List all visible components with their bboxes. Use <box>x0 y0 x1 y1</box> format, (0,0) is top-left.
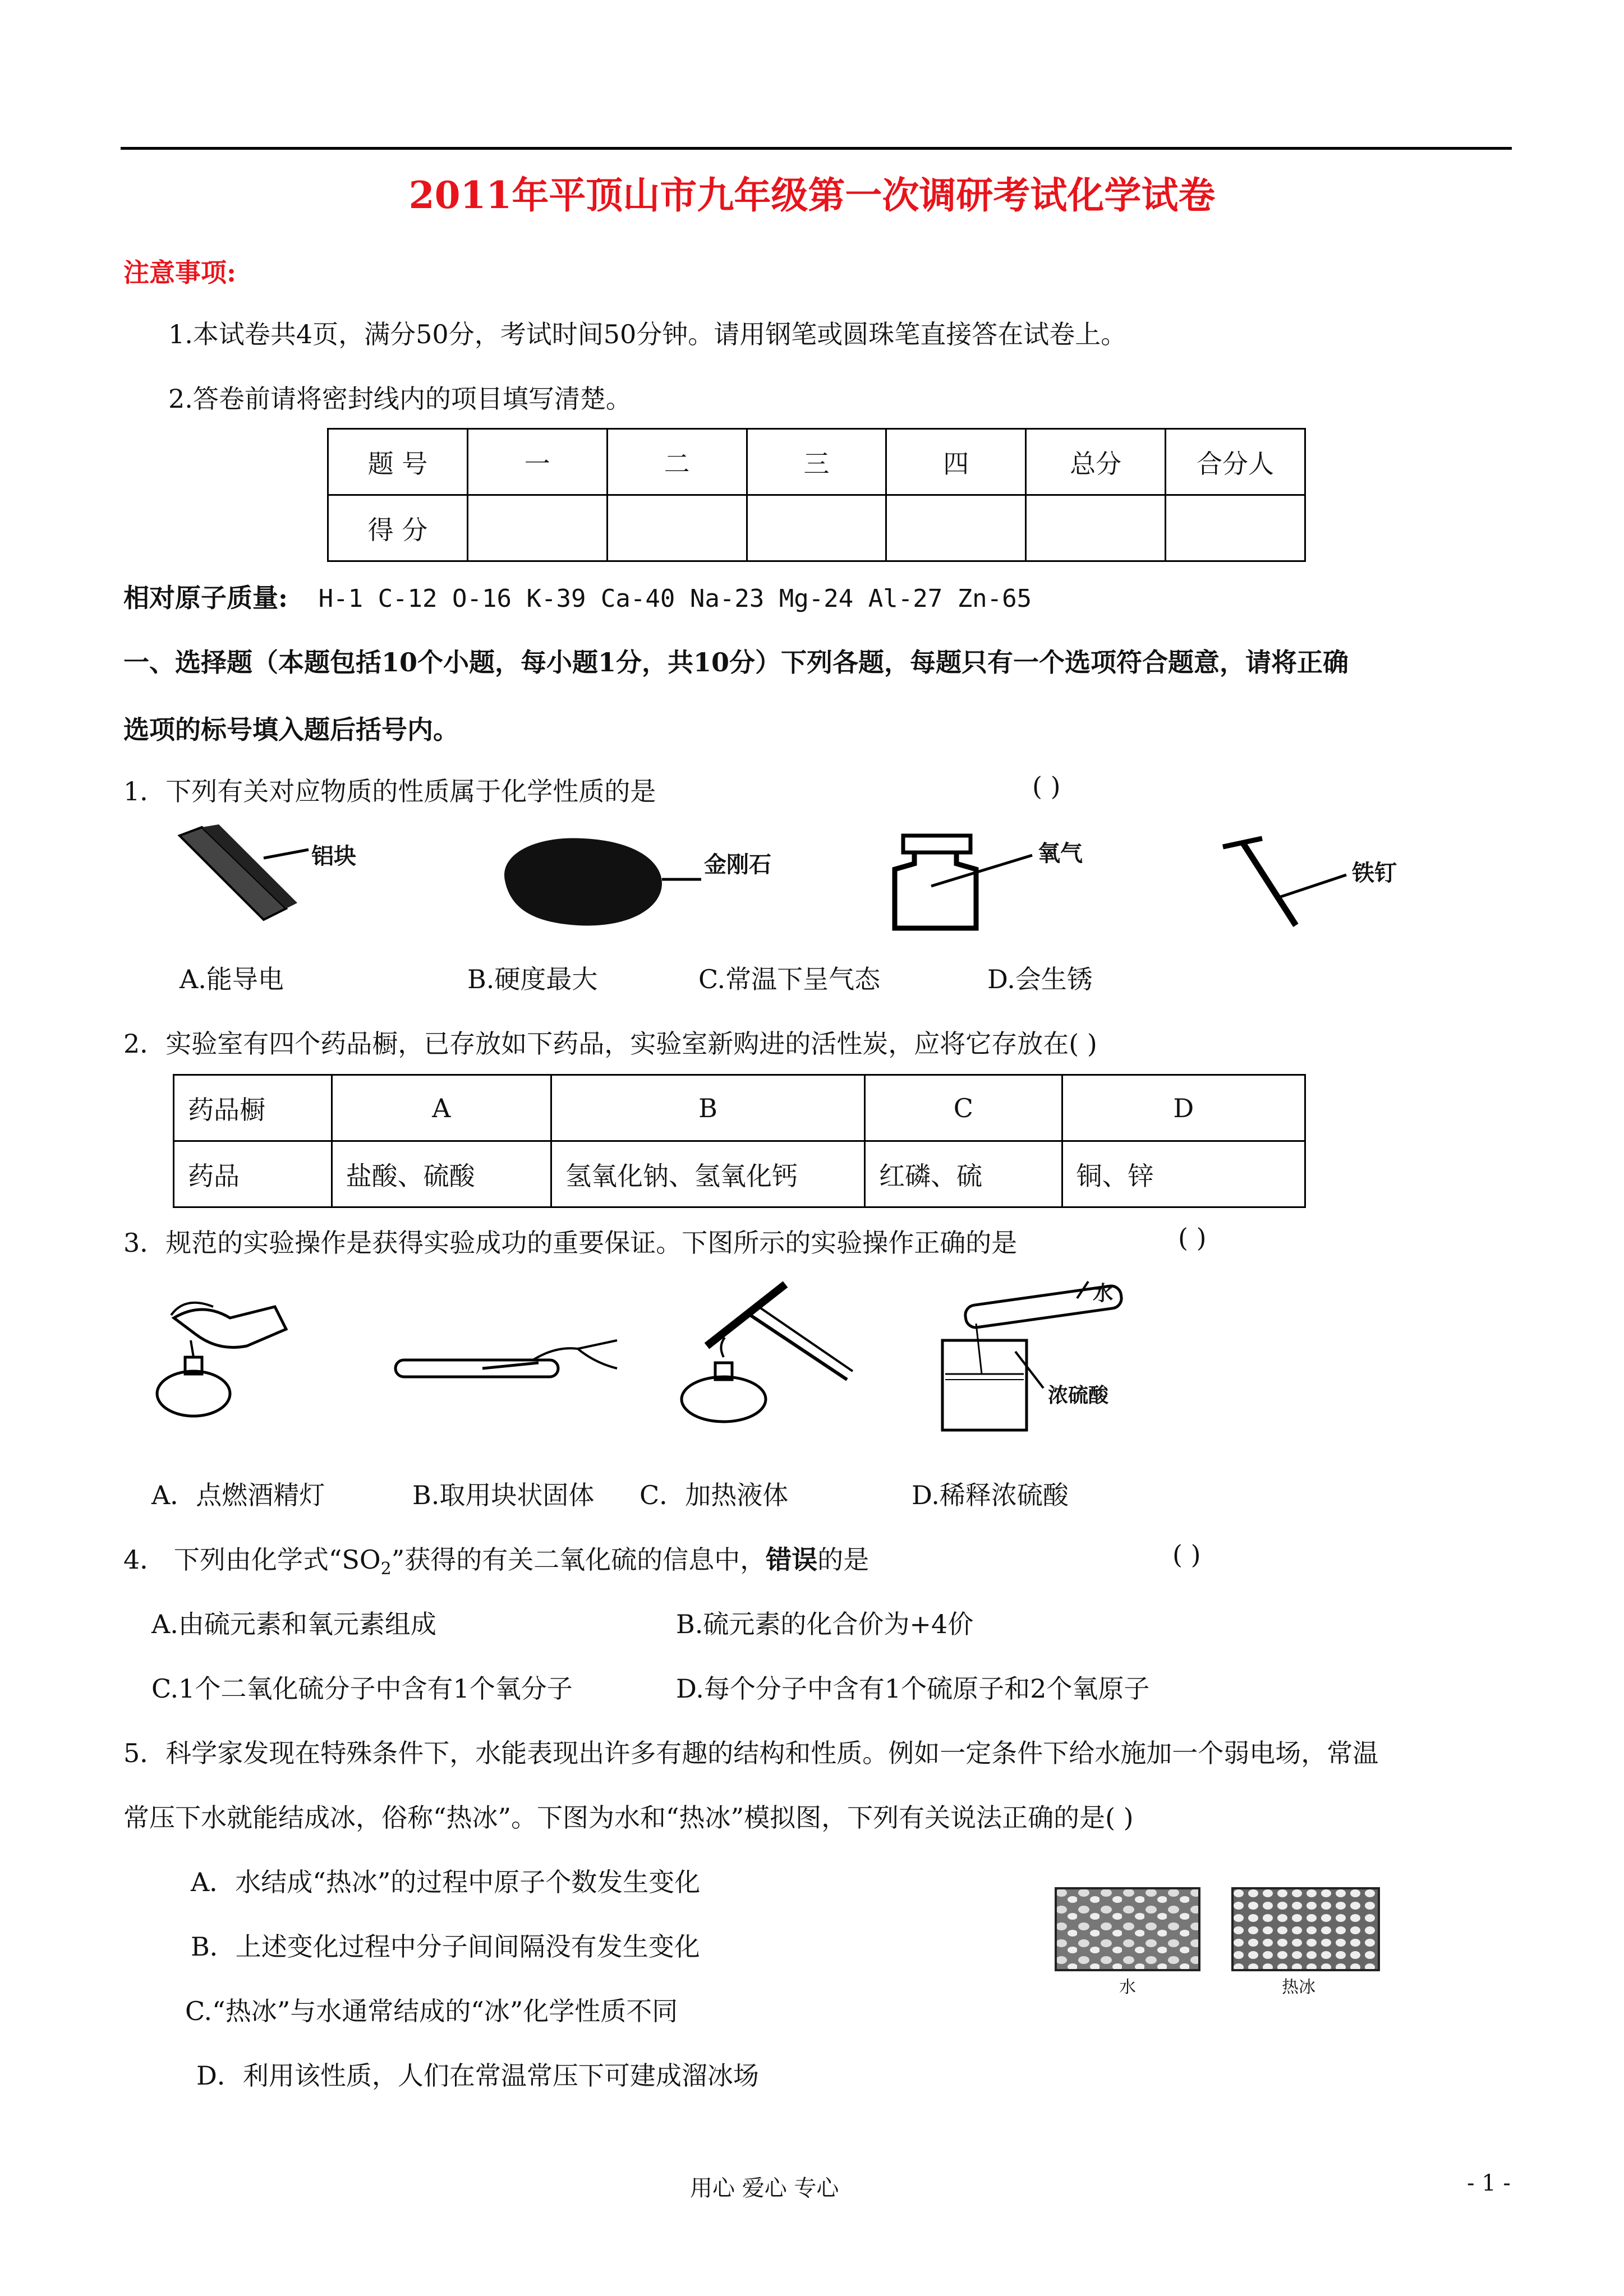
section1-heading: 一、选择题（本题包括10个小题，每小题1分，共10分）下列各题，每题只有一个选项符合题意，请将正确 <box>123 647 1349 677</box>
q4-option-b[interactable]: B.硫元素的化合价为+4价 <box>676 1609 974 1639</box>
score-table <box>327 428 1306 562</box>
q3-label-acid: 浓硫酸 <box>1048 1384 1109 1407</box>
drug-table-cell: 铜、锌 <box>1062 1141 1305 1207</box>
drug-table-cell: 盐酸、硫酸 <box>332 1141 551 1207</box>
q2-stem: 2．实验室有四个药品橱，已存放如下药品，实验室新购进的活性炭，应将它存放在( ) <box>123 1029 1097 1059</box>
score-header-cell: 合分人 <box>1166 429 1305 495</box>
q4-option-a[interactable]: A.由硫元素和氧元素组成 <box>151 1609 436 1639</box>
score-input-cell[interactable] <box>1026 495 1166 561</box>
score-header-cell: 总分 <box>1026 429 1166 495</box>
heating-liquid-image <box>662 1279 864 1430</box>
q5-stem-line2: 常压下水就能结成冰，俗称“热冰”。下图为水和“热冰”模拟图，下列有关说法正确的是( ) <box>123 1802 1134 1833</box>
q1-label-aluminum: 铝块 <box>311 843 356 869</box>
q4-option-c[interactable]: C.1个二氧化硫分子中含有1个氧分子 <box>151 1673 573 1704</box>
score-input-cell[interactable] <box>747 495 886 561</box>
section1-heading-cont: 选项的标号填入题后括号内。 <box>123 714 459 745</box>
footer-motto: 用心 爱心 专心 <box>690 2175 839 2201</box>
q3-option-c[interactable]: C．加热液体 <box>640 1480 789 1510</box>
diamond-image <box>494 830 707 931</box>
hot-ice-model-image <box>1231 1887 1380 1971</box>
notice-item: 1.本试卷共4页，满分50分，考试时间50分钟。请用钢笔或圆珠笔直接答在试卷上。 <box>168 319 1127 349</box>
score-input-cell[interactable] <box>886 495 1026 561</box>
alcohol-lamp-lighting-image <box>151 1284 303 1424</box>
score-header-cell: 二 <box>607 429 747 495</box>
q3-option-b[interactable]: B.取用块状固体 <box>412 1480 595 1510</box>
test-tube-solid-image <box>393 1329 628 1396</box>
q4-stem-part: ”获得的有关二氧化硫的信息中， <box>391 1545 766 1575</box>
q5-option-c[interactable]: C.“热冰”与水通常结成的“冰”化学性质不同 <box>185 1996 678 2026</box>
drug-table-header: D <box>1062 1075 1305 1141</box>
score-input-cell[interactable] <box>1166 495 1305 561</box>
q5-option-a[interactable]: A．水结成“热冰”的过程中原子个数发生变化 <box>191 1867 701 1897</box>
score-header-cell: 三 <box>747 429 886 495</box>
q1-option-d[interactable]: D.会生锈 <box>987 964 1093 994</box>
dilute-acid-image <box>920 1279 1156 1436</box>
drug-table-cell: 红磷、硫 <box>865 1141 1062 1207</box>
water-model-image <box>1055 1887 1200 1971</box>
drug-table-header: A <box>332 1075 551 1141</box>
score-header-cell: 四 <box>886 429 1026 495</box>
q4-stem <box>123 1539 869 1579</box>
notice-heading: 注意事项: <box>123 257 236 288</box>
q4-answer-bracket[interactable]: ( ) <box>1172 1539 1201 1570</box>
q1-label-oxygen: 氧气 <box>1038 841 1083 866</box>
drug-table-cell: 氢氧化钠、氢氧化钙 <box>551 1141 865 1207</box>
q5-option-b[interactable]: B．上述变化过程中分子间间隔没有发生变化 <box>191 1931 700 1962</box>
q5-option-d[interactable]: D．利用该性质，人们在常温常压下可建成溜冰场 <box>196 2060 759 2091</box>
notice-item: 2.答卷前请将密封线内的项目填写清楚。 <box>168 384 632 414</box>
q3-label-water: 水 <box>1093 1282 1114 1305</box>
q4-stem-emphasis: 错误 <box>766 1545 818 1575</box>
q1-option-c[interactable]: C.常温下呈气态 <box>698 964 881 994</box>
q4-stem-part: 4． 下列由化学式“SO <box>123 1545 381 1575</box>
drug-table-header: 药品橱 <box>174 1075 332 1141</box>
score-header-cell: 一 <box>467 429 607 495</box>
q1-label-diamond: 金刚石 <box>704 852 771 878</box>
q3-answer-bracket[interactable]: ( ) <box>1178 1223 1207 1253</box>
score-row-label: 得 分 <box>328 495 468 561</box>
score-header-cell: 题 号 <box>328 429 468 495</box>
page-title: 2011年平顶山市九年级第一次调研考试化学试卷 <box>408 173 1216 217</box>
atomic-mass-values: H-1 C-12 O-16 K-39 Ca-40 Na-23 Mg-24 Al-27 Zn-65 <box>318 584 1032 613</box>
score-input-cell[interactable] <box>467 495 607 561</box>
drug-table-header: C <box>865 1075 1062 1141</box>
top-rule <box>121 147 1512 150</box>
q4-stem-subscript: 2 <box>380 1559 392 1579</box>
q5-stem-line1: 5．科学家发现在特殊条件下，水能表现出许多有趣的结构和性质。例如一定条件下给水施加一个弱电场，常温 <box>123 1738 1379 1768</box>
q3-option-d[interactable]: D.稀释浓硫酸 <box>912 1480 1069 1510</box>
q1-option-b[interactable]: B.硬度最大 <box>467 964 598 994</box>
oxygen-bottle-image <box>886 830 1055 937</box>
q3-option-a[interactable]: A．点燃酒精灯 <box>151 1480 325 1510</box>
q1-option-a[interactable]: A.能导电 <box>180 964 284 994</box>
q3-stem: 3．规范的实验操作是获得实验成功的重要保证。下图所示的实验操作正确的是 <box>123 1228 1018 1258</box>
score-input-cell[interactable] <box>607 495 747 561</box>
page-number: - 1 - <box>1467 2170 1511 2196</box>
q4-option-d[interactable]: D.每个分子中含有1个硫原子和2个氧原子 <box>676 1673 1150 1704</box>
drug-table-header: B <box>551 1075 865 1141</box>
atomic-mass-label: 相对原子质量: <box>123 583 288 613</box>
drug-cabinet-table <box>173 1074 1306 1208</box>
q1-answer-bracket[interactable]: ( ) <box>1032 771 1061 801</box>
q5-label-hot-ice: 热冰 <box>1282 1977 1315 1997</box>
iron-nail-image <box>1212 836 1358 937</box>
q1-stem: 1．下列有关对应物质的性质属于化学性质的是 <box>123 776 656 806</box>
q5-label-water: 水 <box>1119 1977 1136 1997</box>
q1-label-nail: 铁钉 <box>1352 860 1397 886</box>
drug-table-cell: 药品 <box>174 1141 332 1207</box>
q4-stem-part: 的是 <box>817 1545 869 1575</box>
